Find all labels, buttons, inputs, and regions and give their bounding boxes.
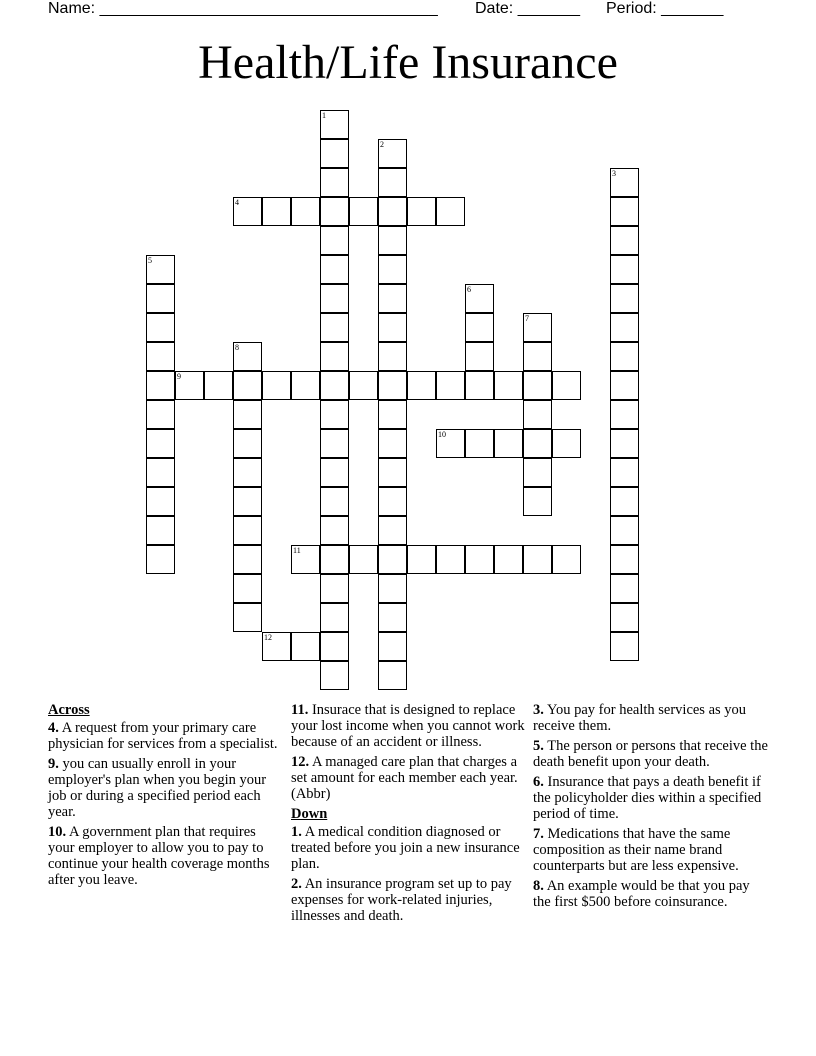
grid-cell[interactable]: [610, 284, 639, 313]
grid-cell[interactable]: [233, 342, 262, 371]
grid-cell[interactable]: [378, 400, 407, 429]
clue-number: 6.: [533, 774, 544, 790]
grid-cell[interactable]: [320, 661, 349, 690]
clue-number-label: 11: [293, 546, 301, 555]
grid-cell[interactable]: [146, 255, 175, 284]
grid-cell[interactable]: [378, 603, 407, 632]
grid-cell[interactable]: [610, 545, 639, 574]
grid-cell[interactable]: [320, 284, 349, 313]
grid-cell[interactable]: [320, 255, 349, 284]
grid-cell[interactable]: [378, 545, 407, 574]
clue-down-5: [533, 738, 769, 770]
grid-cell[interactable]: [233, 603, 262, 632]
grid-cell[interactable]: [378, 661, 407, 690]
clue-number: 2.: [291, 876, 302, 892]
clue-text: A managed care plan that charges a set amount for each member each year. (Abbr): [291, 754, 518, 802]
clue-number-label: 5: [148, 256, 152, 265]
grid-cell[interactable]: [320, 603, 349, 632]
page-title: Health/Life Insurance: [198, 36, 618, 89]
grid-cell[interactable]: [233, 487, 262, 516]
grid-cell[interactable]: [233, 458, 262, 487]
clue-number: 5.: [533, 738, 544, 754]
grid-cell[interactable]: [610, 516, 639, 545]
clue-text: A medical condition diagnosed or treated before you join a new insurance plan.: [291, 824, 520, 872]
grid-cell[interactable]: [523, 371, 552, 400]
grid-cell[interactable]: [320, 516, 349, 545]
across-heading: Across: [48, 702, 90, 718]
grid-cell[interactable]: [233, 545, 262, 574]
grid-cell[interactable]: [523, 458, 552, 487]
grid-cell[interactable]: [378, 458, 407, 487]
grid-cell[interactable]: [465, 429, 494, 458]
clue-down-6: [533, 774, 769, 822]
grid-cell[interactable]: [146, 313, 175, 342]
clue-number-label: 10: [438, 430, 446, 439]
grid-cell[interactable]: [465, 284, 494, 313]
grid-cell[interactable]: [233, 371, 262, 400]
grid-cell[interactable]: [320, 632, 349, 661]
grid-cell[interactable]: [320, 313, 349, 342]
clue-text: You pay for health services as you receive them.: [533, 702, 747, 734]
grid-cell[interactable]: [610, 313, 639, 342]
clues-column-2: [291, 702, 527, 928]
grid-cell[interactable]: [146, 429, 175, 458]
grid-cell[interactable]: [610, 371, 639, 400]
grid-cell[interactable]: [378, 226, 407, 255]
clue-text: Insurance that pays a death benefit if the policyholder dies within a specified period of time.: [533, 774, 762, 822]
clue-number-label: 4: [235, 198, 239, 207]
grid-cell[interactable]: [436, 371, 465, 400]
grid-cell[interactable]: [378, 574, 407, 603]
grid-cell[interactable]: [320, 545, 349, 574]
grid-cell[interactable]: [552, 429, 581, 458]
grid-cell[interactable]: [320, 110, 349, 139]
grid-cell[interactable]: [436, 545, 465, 574]
grid-cell[interactable]: [610, 342, 639, 371]
clue-number-label: 12: [264, 633, 272, 642]
grid-cell[interactable]: [552, 371, 581, 400]
grid-cell[interactable]: [233, 516, 262, 545]
clue-down-8: [533, 878, 769, 910]
grid-cell[interactable]: [610, 574, 639, 603]
grid-cell[interactable]: [610, 458, 639, 487]
grid-cell[interactable]: [146, 371, 175, 400]
grid-cell[interactable]: [523, 342, 552, 371]
grid-cell[interactable]: [610, 429, 639, 458]
grid-cell[interactable]: [320, 168, 349, 197]
period-field[interactable]: Period: _______: [606, 0, 724, 17]
grid-cell[interactable]: [349, 371, 378, 400]
grid-cell[interactable]: [378, 429, 407, 458]
grid-cell[interactable]: [378, 255, 407, 284]
grid-cell[interactable]: [233, 400, 262, 429]
grid-cell[interactable]: [378, 371, 407, 400]
grid-cell[interactable]: [320, 458, 349, 487]
grid-cell[interactable]: [465, 342, 494, 371]
grid-cell[interactable]: [378, 197, 407, 226]
grid-cell[interactable]: [465, 371, 494, 400]
grid-cell[interactable]: [146, 284, 175, 313]
grid-cell[interactable]: [378, 139, 407, 168]
grid-cell[interactable]: [320, 371, 349, 400]
grid-cell[interactable]: [291, 545, 320, 574]
grid-cell[interactable]: [378, 487, 407, 516]
grid-cell[interactable]: [610, 603, 639, 632]
grid-cell[interactable]: [233, 197, 262, 226]
grid-cell[interactable]: [146, 458, 175, 487]
clue-across-11: [291, 702, 527, 750]
clue-down-2: [291, 876, 527, 924]
clue-number-label: 1: [322, 111, 326, 120]
clue-text: Medications that have the same composition as their name brand counterparts but are less expensive.: [533, 826, 739, 874]
grid-cell[interactable]: [610, 197, 639, 226]
grid-cell[interactable]: [523, 545, 552, 574]
grid-cell[interactable]: [349, 545, 378, 574]
date-field[interactable]: Date: _______: [475, 0, 580, 17]
clue-number: 9.: [48, 756, 59, 772]
grid-cell[interactable]: [320, 226, 349, 255]
grid-cell[interactable]: [523, 487, 552, 516]
down-heading: Down: [291, 806, 328, 822]
grid-cell[interactable]: [175, 371, 204, 400]
grid-cell[interactable]: [610, 168, 639, 197]
clue-number-label: 7: [525, 314, 529, 323]
grid-cell[interactable]: [320, 574, 349, 603]
clues-column-1: [48, 702, 278, 892]
grid-cell[interactable]: [320, 197, 349, 226]
grid-cell[interactable]: [378, 516, 407, 545]
name-field[interactable]: Name: ______________________________________: [48, 0, 438, 17]
grid-cell[interactable]: [291, 197, 320, 226]
clues-column-3: [533, 702, 769, 914]
grid-cell[interactable]: [494, 429, 523, 458]
grid-cell[interactable]: [320, 400, 349, 429]
clue-number: 3.: [533, 702, 544, 718]
grid-cell[interactable]: [494, 371, 523, 400]
grid-cell[interactable]: [610, 226, 639, 255]
clue-number: 12.: [291, 754, 310, 770]
clue-text: An example would be that you pay the first $500 before coinsurance.: [533, 878, 750, 910]
grid-cell[interactable]: [610, 400, 639, 429]
grid-cell[interactable]: [523, 313, 552, 342]
grid-cell[interactable]: [233, 429, 262, 458]
grid-cell[interactable]: [262, 632, 291, 661]
clue-number-label: 6: [467, 285, 471, 294]
grid-cell[interactable]: [291, 632, 320, 661]
clue-across-12: [291, 754, 527, 802]
clue-number-label: 8: [235, 343, 239, 352]
grid-cell[interactable]: [523, 400, 552, 429]
clue-number: 11.: [291, 702, 309, 718]
grid-cell[interactable]: [378, 284, 407, 313]
grid-cell[interactable]: [378, 168, 407, 197]
grid-cell[interactable]: [523, 429, 552, 458]
grid-cell[interactable]: [610, 632, 639, 661]
clue-number: 4.: [48, 720, 59, 736]
grid-cell[interactable]: [436, 197, 465, 226]
clue-number: 1.: [291, 824, 302, 840]
clue-number: 10.: [48, 824, 67, 840]
clue-text: Insurace that is designed to replace your lost income when you cannot work because of an accident or illness.: [291, 702, 525, 750]
grid-cell[interactable]: [552, 545, 581, 574]
clue-number-label: 3: [612, 169, 616, 178]
clue-across-10: [48, 824, 278, 888]
clue-down-7: [533, 826, 769, 874]
grid-cell[interactable]: [610, 487, 639, 516]
clue-across-4: [48, 720, 278, 752]
grid-cell[interactable]: [407, 197, 436, 226]
grid-cell[interactable]: [436, 429, 465, 458]
grid-cell[interactable]: [349, 197, 378, 226]
clue-across-9: [48, 756, 278, 820]
grid-cell[interactable]: [465, 545, 494, 574]
clue-number: 7.: [533, 826, 544, 842]
grid-cell[interactable]: [146, 487, 175, 516]
grid-cell[interactable]: [146, 342, 175, 371]
grid-cell[interactable]: [146, 400, 175, 429]
grid-cell[interactable]: [378, 632, 407, 661]
grid-cell[interactable]: [262, 197, 291, 226]
grid-cell[interactable]: [407, 371, 436, 400]
grid-cell[interactable]: [320, 487, 349, 516]
grid-cell[interactable]: [407, 545, 436, 574]
clue-text: The person or persons that receive the death benefit upon your death.: [533, 738, 768, 770]
grid-cell[interactable]: [262, 371, 291, 400]
clue-number-label: 2: [380, 140, 384, 149]
grid-cell[interactable]: [610, 255, 639, 284]
clue-number: 8.: [533, 878, 544, 894]
grid-cell[interactable]: [465, 313, 494, 342]
grid-cell[interactable]: [291, 371, 320, 400]
clue-text: A government plan that requires your employer to allow you to pay to continue your health coverage months after you leave.: [48, 824, 270, 888]
grid-cell[interactable]: [378, 313, 407, 342]
grid-cell[interactable]: [320, 139, 349, 168]
clue-number-label: 9: [177, 372, 181, 381]
clue-down-1: [291, 824, 527, 872]
grid-cell[interactable]: [320, 342, 349, 371]
clue-down-3: [533, 702, 769, 734]
grid-cell[interactable]: [146, 545, 175, 574]
clue-text: A request from your primary care physician for services from a specialist.: [48, 720, 278, 752]
grid-cell[interactable]: [204, 371, 233, 400]
grid-cell[interactable]: [378, 342, 407, 371]
grid-cell[interactable]: [233, 574, 262, 603]
clue-text: you can usually enroll in your employer's plan when you begin your job or during a specified period each year.: [48, 756, 267, 820]
grid-cell[interactable]: [146, 516, 175, 545]
clue-text: An insurance program set up to pay expenses for work-related injuries, illnesses and death.: [291, 876, 512, 924]
grid-cell[interactable]: [320, 429, 349, 458]
grid-cell[interactable]: [494, 545, 523, 574]
